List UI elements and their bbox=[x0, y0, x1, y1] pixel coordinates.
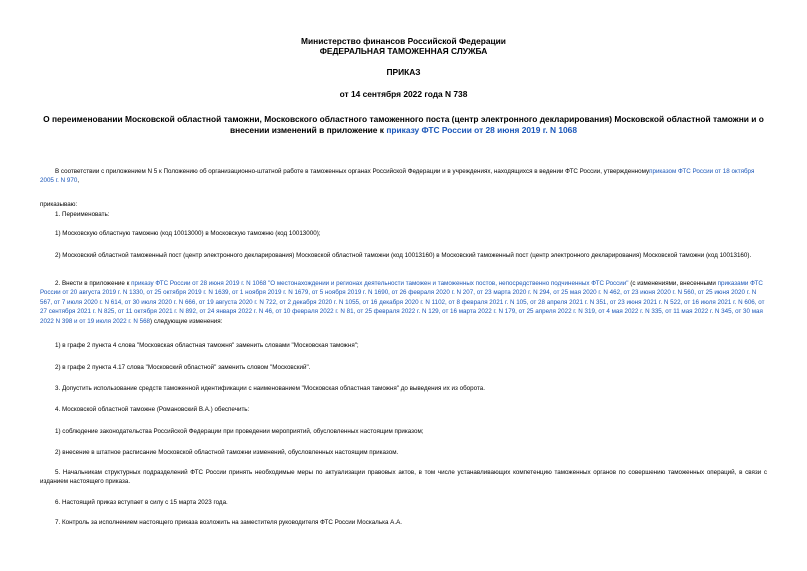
para-2-2: 2) в графе 2 пункта 4.17 слова "Московский областной" заменить словом "Московский". bbox=[55, 364, 311, 371]
intro-text: В соответствии с приложением N 5 к Положению об организационно-штатной работе в таможенных органах Российской Федерации и в учреждениях, находящихся в ведении ФТС России, утвержденному bbox=[55, 168, 650, 175]
para-2-1: 1) в графе 2 пункта 4 слова "Московская областная таможня" заменить словами "Московская таможня"; bbox=[55, 342, 359, 349]
prikazyvayu: приказываю: bbox=[40, 201, 78, 208]
para-4: 4. Московской областной таможне (Романовский В.А.) обеспечить: bbox=[55, 406, 250, 413]
para-4-1: 1) соблюдение законодательства Российской Федерации при проведении мероприятий, обусловленных настоящим приказом; bbox=[55, 428, 424, 435]
para-1: 1. Переименовать: bbox=[55, 211, 110, 218]
intro-link[interactable]: приказом ФТС России от 18 октября 2005 г. N 970 bbox=[40, 168, 755, 185]
intro-end: , bbox=[77, 177, 80, 185]
para-2-link-2[interactable]: приказами ФТС России от 20 августа 2019 г. N 1330, от 25 октября 2019 г. N 1639, от 1 ноября 2019 г. N 1679, от 5 ноября 2019 г. N 1690, от 26 февраля 2020 г. N 207, от 23 марта 2020 г. N 294, от 25 мая 2020 г. N 462, от 23 июня 2020 г. N 560, от 25 июня 2020 г. N 567, от 7 июля 2020 г. N 614, от 30 июля 2020 г. N 666, от 19 августа 2020 г. N 722, от 2 декабря 2020 г. N 1055, от 16 декабря 2020 г. N 1102, от 8 февраля 2021 г. N 105, от 28 апреля 2021 г. N 351, от 23 июня 2021 г. N 522, от 16 июля 2021 г. N 606, от 27 сентября 2021 г. N 825, от 11 октября 2021 г. N 892, от 24 января 2022 г. N 46, от 10 февраля 2022 г. N 81, от 25 февраля 2022 г. N 129, от 16 марта 2022 г. N 179, от 25 апреля 2022 г. N 319, от 4 мая 2022 г. N 335, от 11 мая 2022 г. N 345, от 30 мая 2022 N 398 и от 19 июля 2022 г. N 568 bbox=[40, 280, 765, 325]
para-6: 6. Настоящий приказ вступает в силу с 15 марта 2023 года. bbox=[55, 499, 228, 506]
para-5: 5. Начальникам структурных подразделений ФТС России принять необходимые меры по актуализации правовых актов, в том числе устанавливающих компетенцию таможенных органов по совершению таможенных операций, в связи с изданием настоящего приказа. bbox=[40, 469, 767, 486]
doc-date-heading: от 14 сентября 2022 года N 738 bbox=[339, 89, 468, 99]
doc-type-heading: ПРИКАЗ bbox=[386, 67, 421, 77]
para-2-text-c: ) следующие изменения: bbox=[150, 317, 223, 325]
para-4-2: 2) внесение в штатное расписание Московской областной таможни изменений, обусловленных настоящим приказом. bbox=[55, 449, 399, 456]
title-link[interactable]: приказу ФТС России от 28 июня 2019 г. N 1068 bbox=[386, 124, 577, 135]
intro-paragraph bbox=[40, 167, 767, 186]
document-title bbox=[40, 114, 767, 135]
para-2-link-1[interactable]: приказу ФТС России от 28 июня 2019 г. N 1068 "О местонахождении и регионах деятельности таможен и таможенных постов, непосредственно подчиненных ФТС России" bbox=[131, 280, 629, 287]
para-2-text-b: (с изменениями, внесенными bbox=[628, 280, 718, 287]
para-3: 3. Допустить использование средств таможенной идентификации с наименованием "Московская областная таможня" до выведения их из оборота. bbox=[55, 385, 485, 392]
ministry-heading: Министерство финансов Российской Федерации bbox=[301, 36, 506, 46]
para-2 bbox=[40, 279, 767, 326]
para-2-text-a: 2. Внести в приложение к bbox=[55, 280, 132, 287]
para-1-1: 1) Московскую областную таможню (код 10013000) в Московскую таможню (код 10013000); bbox=[55, 230, 321, 237]
service-heading: ФЕДЕРАЛЬНАЯ ТАМОЖЕННАЯ СЛУЖБА bbox=[319, 46, 488, 56]
title-text: О переименовании Московской областной таможни, Московского областного таможенного поста (центр электронного декларирования) Московской областной таможни и о внесении изменений в приложение к bbox=[43, 114, 764, 135]
para-7: 7. Контроль за исполнением настоящего приказа возложить на заместителя руководителя ФТС России Москалька А.А. bbox=[55, 519, 402, 526]
para-1-2: 2) Московский областной таможенный пост (центр электронного декларирования) Московской областной таможни (код 10013160) в Московский таможенный пост (центр электронного декларирования) Московской таможни (код 10013160). bbox=[55, 252, 752, 259]
